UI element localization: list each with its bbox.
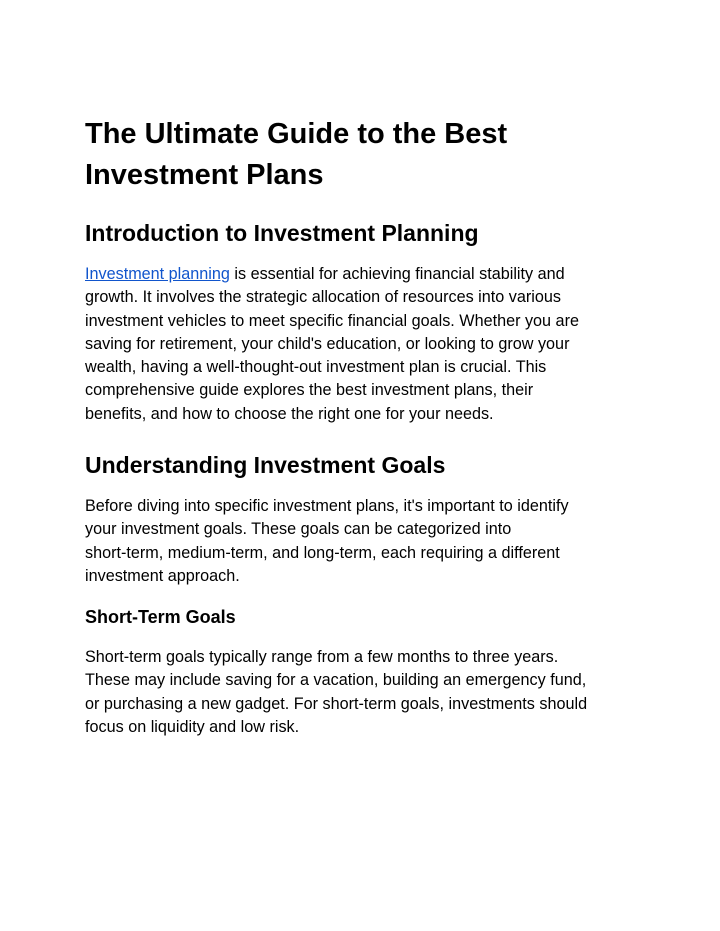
paragraph-line: wealth, having a well-thought-out investment plan is crucial. This bbox=[85, 358, 547, 377]
title-line: Investment Plans bbox=[85, 159, 324, 191]
investment-goals-paragraph bbox=[85, 495, 645, 588]
paragraph-line: investment approach. bbox=[85, 566, 240, 585]
paragraph-line: Short-term goals typically range from a few months to three years. bbox=[85, 648, 559, 666]
paragraph-line: comprehensive guide explores the best investment plans, their bbox=[85, 381, 534, 400]
introduction-paragraph bbox=[85, 263, 645, 426]
investment-planning-link[interactable]: Investment planning bbox=[85, 265, 230, 283]
paragraph-line: short-term, medium-term, and long-term, each requiring a different bbox=[85, 543, 560, 562]
paragraph-line: investment vehicles to meet specific financial goals. Whether you are bbox=[85, 311, 579, 330]
section-heading-investment-goals: Understanding Investment Goals bbox=[85, 452, 446, 478]
title-line: The Ultimate Guide to the Best bbox=[85, 118, 508, 150]
paragraph-text: is essential for achieving financial stability and bbox=[229, 265, 565, 283]
paragraph-line: focus on liquidity and low risk. bbox=[85, 717, 300, 736]
document-title bbox=[85, 114, 645, 196]
paragraph-line: benefits, and how to choose the right one for your needs. bbox=[85, 404, 494, 423]
paragraph-line: growth. It involves the strategic allocation of resources into various bbox=[85, 288, 561, 307]
paragraph-line: or purchasing a new gadget. For short-term goals, investments should bbox=[85, 694, 588, 713]
paragraph-line: your investment goals. These goals can be categorized into bbox=[85, 520, 512, 539]
paragraph-line: These may include saving for a vacation, building an emergency fund, bbox=[85, 671, 587, 690]
subsection-heading-short-term-goals: Short-Term Goals bbox=[85, 607, 236, 627]
paragraph-line: saving for retirement, your child's education, or looking to grow your bbox=[85, 334, 570, 353]
paragraph-line: Before diving into specific investment plans, it's important to identify bbox=[85, 497, 569, 515]
short-term-goals-paragraph bbox=[85, 646, 645, 739]
paragraph-line bbox=[85, 263, 645, 286]
section-heading-introduction: Introduction to Investment Planning bbox=[85, 220, 479, 246]
